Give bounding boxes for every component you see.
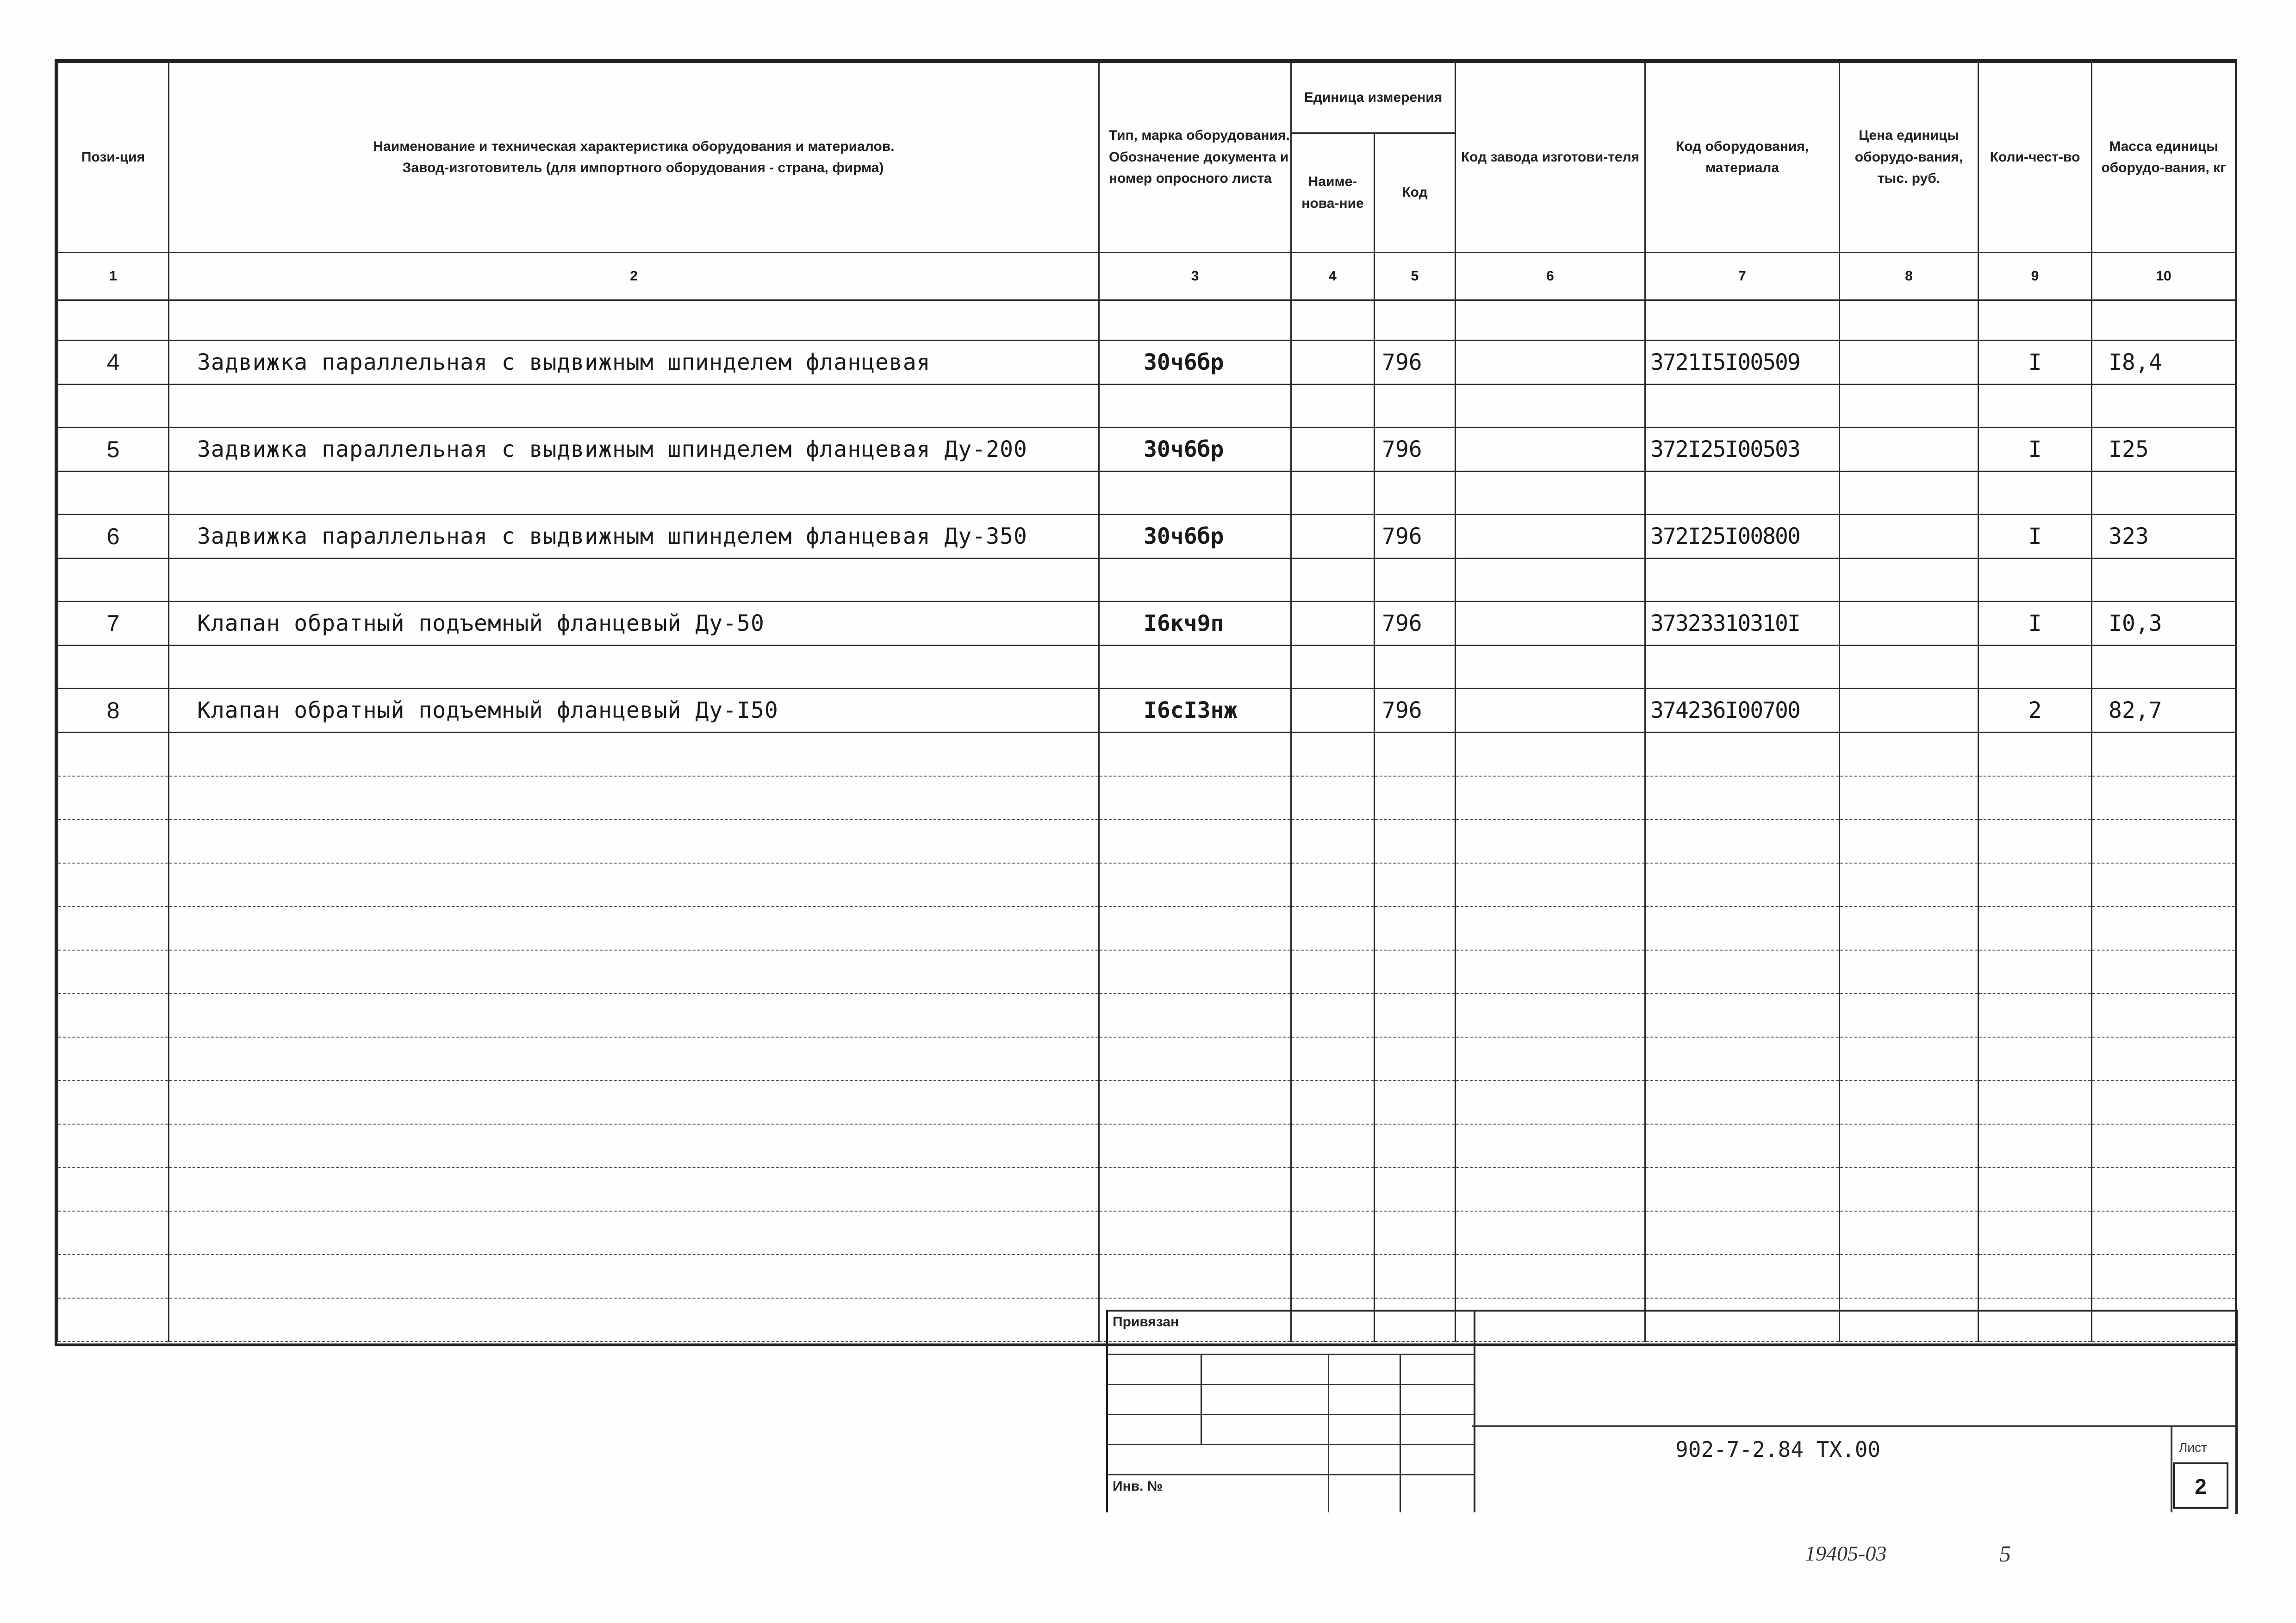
empty-row — [58, 820, 2236, 863]
grid-line — [1108, 1384, 1474, 1385]
header-name-line2: Завод-изготовитель (для импортного оборудования - страна, фирма) — [402, 160, 884, 175]
grid-line — [1108, 1354, 1474, 1355]
row-type: 30ч6бр — [1099, 341, 1291, 385]
empty-row — [58, 1124, 2236, 1168]
empty-row — [58, 733, 2236, 777]
row-type: 30ч6бр — [1099, 428, 1291, 472]
row-quantity: 2 — [1979, 689, 2092, 733]
column-number: 5 — [1375, 253, 1456, 300]
empty-row — [58, 863, 2236, 907]
row-factory-code — [1456, 689, 1645, 733]
header-position: Пози-ция — [58, 62, 169, 253]
header-name-line1: Наименование и техническая характеристика оборудования и материалов. — [373, 138, 895, 154]
row-price — [1840, 341, 1979, 385]
row-type: 30ч6бр — [1099, 515, 1291, 559]
column-number: 10 — [2092, 253, 2236, 300]
table-row — [58, 602, 2236, 646]
title-block — [1106, 1310, 2235, 1512]
empty-row — [58, 1211, 2236, 1255]
header-quantity: Коли-чест-во — [1979, 62, 2092, 253]
row-quantity: I — [1979, 428, 2092, 472]
empty-row — [58, 1037, 2236, 1081]
row-quantity: I — [1979, 602, 2092, 646]
blank-row — [58, 646, 2236, 689]
privyazan-label: Привязан — [1113, 1314, 1179, 1330]
row-unit-code: 796 — [1375, 428, 1456, 472]
row-unit-name — [1291, 428, 1375, 472]
row-mass: I25 — [2092, 428, 2236, 472]
row-type: I6cI3нж — [1099, 689, 1291, 733]
row-position: 7 — [58, 602, 169, 646]
grid-line — [1400, 1354, 1401, 1512]
blank-row — [58, 559, 2236, 602]
row-position: 4 — [58, 341, 169, 385]
header-unit-name: Наиме-нова-ние — [1291, 133, 1375, 253]
specification-sheet — [55, 59, 2237, 1346]
blank-row — [58, 472, 2236, 515]
row-price — [1840, 602, 1979, 646]
table-row — [58, 689, 2236, 733]
row-name: Задвижка параллельная с выдвижным шпинделем фланцевая Ду-350 — [169, 515, 1099, 559]
document-code: 902-7-2.84 ТХ.00 — [1675, 1437, 1881, 1462]
row-unit-name — [1291, 515, 1375, 559]
row-quantity: I — [1979, 515, 2092, 559]
row-type: I6кч9п — [1099, 602, 1291, 646]
specification-table — [57, 62, 2236, 1342]
row-name: Клапан обратный подъемный фланцевый Ду-50 — [169, 602, 1099, 646]
sheet-label: Лист — [2179, 1440, 2207, 1455]
column-number: 8 — [1840, 253, 1979, 300]
title-block-approval-grid — [1106, 1310, 1475, 1512]
row-mass: 323 — [2092, 515, 2236, 559]
row-factory-code — [1456, 602, 1645, 646]
header-unit-code: Код — [1375, 133, 1456, 253]
inventory-number-label: Инв. № — [1113, 1479, 1163, 1494]
empty-row — [58, 994, 2236, 1037]
row-position: 5 — [58, 428, 169, 472]
column-number-row — [58, 253, 2236, 300]
table-row — [58, 341, 2236, 385]
grid-line — [1108, 1414, 1474, 1415]
row-unit-code: 796 — [1375, 515, 1456, 559]
empty-row — [58, 1168, 2236, 1211]
row-equipment-code: 37323310310I — [1645, 602, 1840, 646]
blank-row — [58, 385, 2236, 428]
table-row — [58, 428, 2236, 472]
header-unit-group: Единица измерения — [1291, 62, 1456, 133]
archive-number: 19405-03 — [1805, 1542, 1887, 1565]
sheet-divider — [2171, 1425, 2172, 1512]
column-number: 3 — [1099, 253, 1291, 300]
row-unit-code: 796 — [1375, 341, 1456, 385]
table-row — [58, 515, 2236, 559]
row-mass: I0,3 — [2092, 602, 2236, 646]
column-number: 1 — [58, 253, 169, 300]
header-equipment-code: Код оборудования, материала — [1645, 62, 1840, 253]
header-type: Тип, марка оборудования. Обозначение документа и номер опросного листа — [1099, 62, 1291, 253]
column-number: 7 — [1645, 253, 1840, 300]
header-mass: Масса единицы оборудо-вания, кг — [2092, 62, 2236, 253]
grid-line — [1328, 1354, 1329, 1512]
page-number: 5 — [1999, 1541, 2011, 1567]
row-name: Задвижка параллельная с выдвижным шпинделем фланцевая — [169, 341, 1099, 385]
empty-row — [58, 776, 2236, 820]
sheet-number: 2 — [2173, 1462, 2228, 1509]
row-name: Клапан обратный подъемный фланцевый Ду-I50 — [169, 689, 1099, 733]
empty-row — [58, 1255, 2236, 1298]
row-unit-name — [1291, 602, 1375, 646]
empty-row — [58, 907, 2236, 950]
row-unit-code: 796 — [1375, 689, 1456, 733]
row-factory-code — [1456, 515, 1645, 559]
row-mass: 82,7 — [2092, 689, 2236, 733]
row-unit-code: 796 — [1375, 602, 1456, 646]
row-equipment-code: 3721I5I00509 — [1645, 341, 1840, 385]
column-number: 4 — [1291, 253, 1375, 300]
header-name — [169, 62, 1099, 253]
grid-line — [1201, 1354, 1202, 1444]
row-factory-code — [1456, 428, 1645, 472]
row-name: Задвижка параллельная с выдвижным шпинделем фланцевая Ду-200 — [169, 428, 1099, 472]
row-factory-code — [1456, 341, 1645, 385]
column-number: 6 — [1456, 253, 1645, 300]
row-equipment-code: 372I25I00800 — [1645, 515, 1840, 559]
row-price — [1840, 515, 1979, 559]
row-equipment-code: 372I25I00503 — [1645, 428, 1840, 472]
header-price: Цена единицы оборудо-вания, тыс. руб. — [1840, 62, 1979, 253]
grid-line — [1108, 1474, 1474, 1475]
row-price — [1840, 428, 1979, 472]
spacer-row — [58, 300, 2236, 341]
row-position: 8 — [58, 689, 169, 733]
row-position: 6 — [58, 515, 169, 559]
column-number: 2 — [169, 253, 1099, 300]
header-factory-code: Код завода изготови-теля — [1456, 62, 1645, 253]
grid-line — [1108, 1444, 1474, 1445]
title-divider — [1472, 1425, 2235, 1427]
header-row — [58, 62, 2236, 133]
empty-row — [58, 950, 2236, 994]
row-mass: I8,4 — [2092, 341, 2236, 385]
row-unit-name — [1291, 689, 1375, 733]
column-number: 9 — [1979, 253, 2092, 300]
empty-row — [58, 1081, 2236, 1124]
row-equipment-code: 374236I00700 — [1645, 689, 1840, 733]
row-price — [1840, 689, 1979, 733]
row-unit-name — [1291, 341, 1375, 385]
row-quantity: I — [1979, 341, 2092, 385]
